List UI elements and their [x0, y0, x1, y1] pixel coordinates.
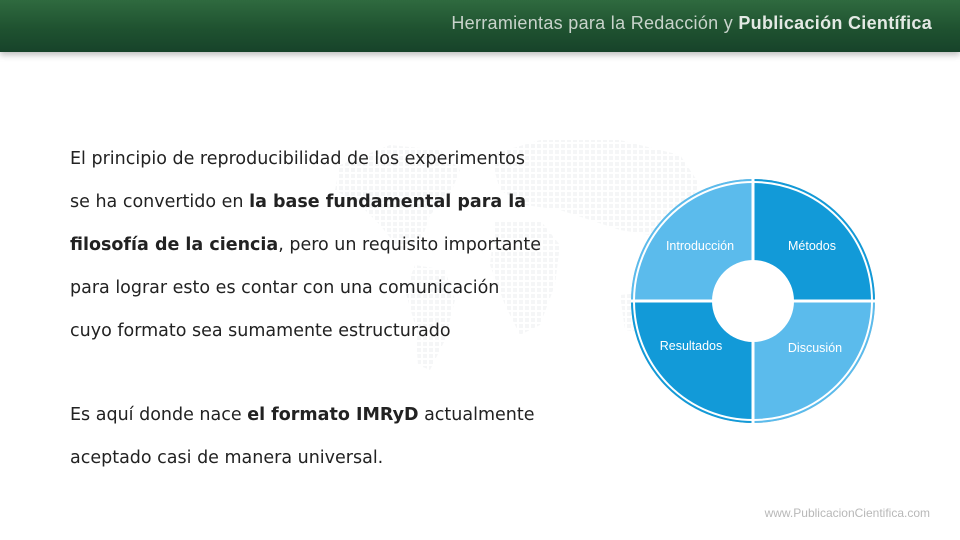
p1-line4-text: para lograr esto es contar con una comunicación — [70, 278, 500, 298]
paragraph1-line5 — [70, 310, 600, 353]
paragraph2-line2 — [70, 437, 600, 480]
header-bar — [0, 0, 960, 52]
diagram-center-hole — [712, 260, 794, 342]
paragraph1-line2 — [70, 181, 600, 224]
paragraph-gap — [70, 353, 600, 394]
header-title — [451, 13, 932, 34]
footer-url: www.PublicacionCientifica.com — [764, 506, 930, 520]
p2-line1-text: Es aquí donde nace — [70, 405, 248, 425]
header-title-bold: Publicación Científica — [738, 13, 932, 33]
label-metodos: Métodos — [788, 239, 836, 253]
p2-line1-bold: el formato IMRyD — [247, 405, 419, 425]
p1-line3-text: , pero un requisito importante — [278, 235, 542, 255]
paragraph1-line3 — [70, 224, 600, 267]
paragraph1-line1 — [70, 138, 600, 181]
body-text — [70, 138, 600, 480]
label-introduccion: Introducción — [665, 239, 735, 253]
p1-line3-bold: filosofía de la ciencia — [70, 235, 279, 255]
p1-line5-text: cuyo formato sea sumamente estructurado — [70, 321, 451, 341]
p2-line1-text-end: actualmente — [418, 405, 535, 425]
label-discusion: Discusión — [787, 341, 843, 355]
imryd-cycle-diagram — [628, 176, 878, 426]
p1-line1-text: El principio de reproducibilidad de los experimentos — [70, 149, 526, 169]
paragraph2-line1 — [70, 394, 600, 437]
header-title-regular: Herramientas para la Redacción y — [451, 13, 739, 33]
p1-line2-text: se ha convertido en — [70, 192, 250, 212]
paragraph1-line4 — [70, 267, 600, 310]
p2-line2-text: aceptado casi de manera universal. — [70, 448, 384, 468]
label-resultados: Resultados — [659, 339, 723, 353]
p1-line2-bold: la base fundamental para la — [249, 192, 527, 212]
